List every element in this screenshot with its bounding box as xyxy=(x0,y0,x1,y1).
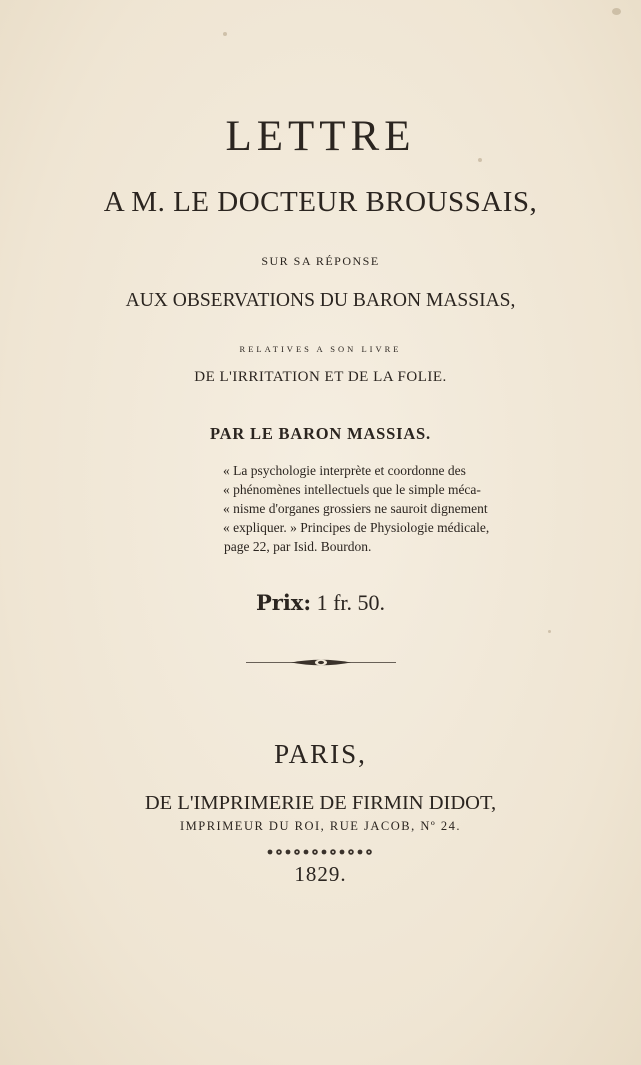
foxing-spot xyxy=(612,8,621,15)
author-line: PAR LE BARON MASSIAS. xyxy=(210,424,431,443)
ornamental-rule xyxy=(246,658,396,667)
printer-line: DE L'IMPRIMERIE DE FIRMIN DIDOT, xyxy=(144,792,497,814)
epigraph xyxy=(223,461,558,556)
ornament-divider xyxy=(265,848,375,856)
relative-line: RELATIVES A SON LIVRE xyxy=(239,344,402,354)
price-line xyxy=(0,590,641,616)
epigraph-line: « expliquer. » Principes de Physiologie médicale, xyxy=(223,520,490,535)
recipient-line: A M. LE DOCTEUR BROUSSAIS, xyxy=(103,186,538,218)
printer-address-line: IMPRIMEUR DU ROI, RUE JACOB, Nº 24. xyxy=(179,819,462,833)
subject-line: AUX OBSERVATIONS DU BARON MASSIAS, xyxy=(125,290,516,311)
foxing-spot xyxy=(548,630,551,633)
price-label: Prix: xyxy=(255,590,312,615)
city-line: PARIS, xyxy=(274,739,367,769)
book-title: DE L'IRRITATION ET DE LA FOLIE. xyxy=(194,369,447,385)
main-title: LETTRE xyxy=(225,113,416,160)
epigraph-line: « La psychologie interprète et coordonne des xyxy=(223,463,466,478)
subject-intro: SUR SA RÉPONSE xyxy=(261,254,380,268)
epigraph-line: « phénomènes intellectuels que le simple méca- xyxy=(223,482,481,497)
year-line: 1829. xyxy=(294,862,347,886)
epigraph-line: page 22, par Isid. Bourdon. xyxy=(224,539,372,554)
price-value: 1 fr. 50. xyxy=(316,590,386,615)
foxing-spot xyxy=(223,32,227,36)
epigraph-line: « nisme d'organes grossiers ne sauroit dignement xyxy=(223,501,488,516)
